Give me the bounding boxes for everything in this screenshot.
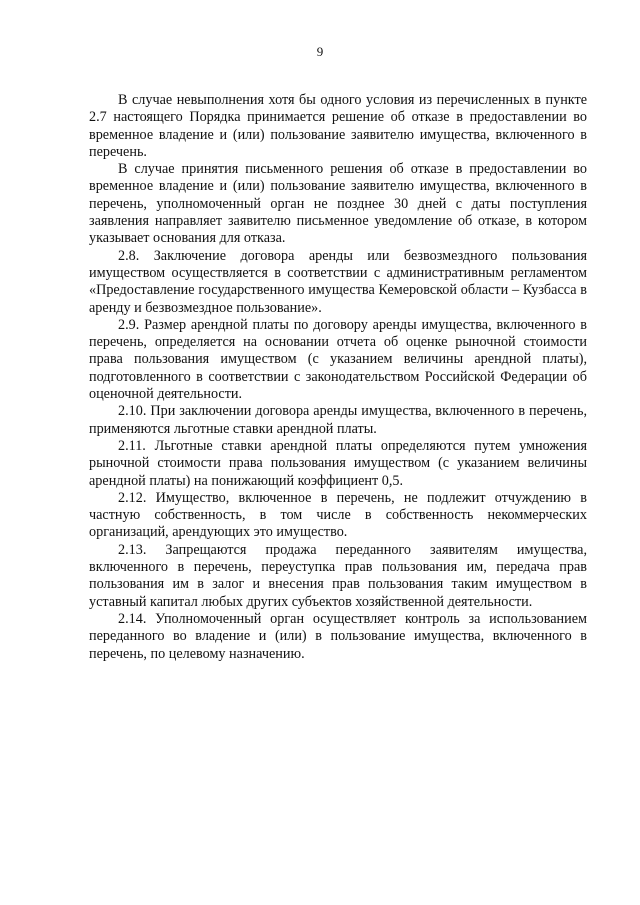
paragraph-2-13: 2.13. Запрещаются продажа переданного заявителям имущества, включенного в перечень, переуступка прав пользования им, передача прав пользования им в залог и внесения прав пользования таким имуществом в уставный капитал любых других субъектов хозяйственной деятельности. [89,541,587,610]
paragraph-2-9: 2.9. Размер арендной платы по договору аренды имущества, включенного в перечень, определяется на основании отчета об оценке рыночной стоимости права пользования имуществом (с указанием величины арендной платы), подготовленного в соответствии с законодательством Российской Федерации об оценочной деятельности. [89,316,587,403]
paragraph-2-8: 2.8. Заключение договора аренды или безвозмездного пользования имуществом осуществляется в соответствии с административным регламентом «Предоставление государственного имущества Кемеровской области – Кузбасса в аренду и безвозмездное пользование». [89,247,587,316]
paragraph-2-12: 2.12. Имущество, включенное в перечень, не подлежит отчуждению в частную собственность, в том числе в собственность некоммерческих организаций, арендующих это имущество. [89,489,587,541]
paragraph-2-14: 2.14. Уполномоченный орган осуществляет контроль за использованием переданного во владение и (или) в пользование имущества, включенного в перечень, по целевому назначению. [89,610,587,662]
paragraph-2-10: 2.10. При заключении договора аренды имущества, включенного в перечень, применяются льготные ставки арендной платы. [89,403,587,437]
paragraph-refusal-conditions: В случае невыполнения хотя бы одного условия из перечисленных в пункте 2.7 настоящего Порядка принимается решение об отказе в предоставлении во временное владение и (или) пользование заявителю имущества, включенного в перечень. [89,92,587,160]
paragraph-refusal-notice: В случае принятия письменного решения об отказе в предоставлении во временное владение и (или) пользование заявителю имущества, включенного в перечень, уполномоченный орган не позднее 30 дней с даты поступления заявления направляет заявителю письменное уведомление об отказе, в котором указывает основания для отказа. [89,161,587,247]
paragraph-2-11: 2.11. Льготные ставки арендной платы определяются путем умножения рыночной стоимости права пользования имуществом (с указанием величины арендной платы) на понижающий коэффициент 0,5. [89,437,587,489]
page-number: 9 [316,44,324,59]
document-body [89,92,587,663]
